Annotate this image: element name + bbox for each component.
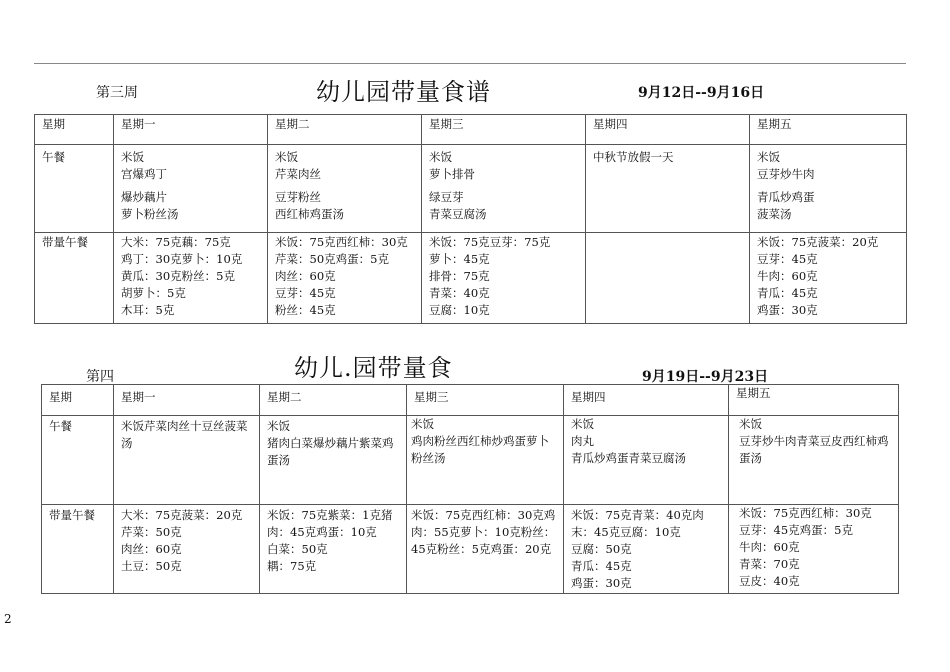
menu-item: 米饭: [429, 150, 452, 164]
week1-header-mon: 星期一: [114, 115, 268, 145]
quantity-item: 米饭：75克菠菜：20克: [757, 235, 879, 249]
top-rule: [34, 63, 906, 64]
quantity-item: 牛肉：60克: [739, 540, 800, 554]
week1-lunch-wed: [422, 145, 586, 233]
menu-item: 西红柿鸡蛋汤: [275, 207, 344, 221]
quantity-item: 鸡蛋：30克: [757, 303, 818, 317]
quantity-item: 米饭：75克西红柿：30克: [275, 235, 408, 249]
quantity-item: 肉丝：60克: [275, 269, 336, 283]
week2-header-row: [42, 385, 899, 416]
menu-item: 米饭 肉丸 青瓜炒鸡蛋青菜豆腐汤: [571, 417, 686, 465]
week2-lunch-thu: [564, 416, 729, 505]
week2-title: 幼儿.园带量食: [294, 354, 453, 382]
week2-quantity-row: [42, 505, 899, 594]
week1-quantity-wed: [422, 233, 586, 324]
week1-menu-table: [34, 114, 907, 324]
quantity-item: 鸡蛋：30克: [571, 576, 632, 590]
quantity-item: 米饭：75克西红柿：30克: [739, 506, 872, 520]
menu-item: 米饭 鸡肉粉丝西红柿炒鸡蛋萝卜粉丝汤: [411, 417, 549, 465]
quantity-item: 米饭：75克豆芽：75克: [429, 235, 551, 249]
quantity-item: 豆芽：45克: [275, 286, 336, 300]
week1-header-wed: 星期三: [422, 115, 586, 145]
week1-quantity-mon: [114, 233, 268, 324]
quantity-item: 牛肉：60克: [757, 269, 818, 283]
quantity-item: 芹菜：50克: [121, 525, 182, 539]
holiday-note: 中秋节放假一天: [593, 150, 674, 164]
quantity-item: 米饭：75克紫菜：1克猪肉：45克鸡蛋：10克: [267, 508, 393, 539]
quantity-item: 木耳：5克: [121, 303, 175, 317]
quantity-item: 豆芽：45克: [757, 252, 818, 266]
week1-lunch-thu: [586, 145, 750, 233]
week2-header-tue: 星期二: [260, 385, 407, 416]
week1-quantity-row: [35, 233, 907, 324]
quantity-item: 米饭：75克青菜：40克肉末：45克豆腐：10克: [571, 508, 704, 539]
week2-lunch-mon: [114, 416, 260, 505]
quantity-item: 萝卜：45克: [429, 252, 490, 266]
week1-quantity-label: 带量午餐: [35, 233, 114, 324]
week2-lunch-fri: [729, 416, 899, 505]
week1-lunch-mon: [114, 145, 268, 233]
menu-item: 萝卜排骨: [429, 167, 475, 181]
week1-quantity-tue: [268, 233, 422, 324]
quantity-item: 耦：75克: [267, 559, 317, 573]
week1-header-tue: 星期二: [268, 115, 422, 145]
week2-quantity-label: 带量午餐: [42, 505, 114, 594]
quantity-item: 土豆：50克: [121, 559, 182, 573]
menu-item: 青瓜炒鸡蛋: [757, 190, 815, 204]
menu-item: 萝卜粉丝汤: [121, 207, 179, 221]
week2-lunch-wed: [407, 416, 564, 505]
quantity-item: 青瓜：45克: [571, 559, 632, 573]
week2-quantity-thu: [564, 505, 729, 594]
quantity-item: 青菜：40克: [429, 286, 490, 300]
quantity-item: 豆芽：45克鸡蛋：5克: [739, 523, 853, 537]
week1-header-thu: 星期四: [586, 115, 750, 145]
week1-label: 第三周: [96, 85, 138, 101]
week1-lunch-fri: [750, 145, 907, 233]
quantity-item: 白菜：50克: [267, 542, 328, 556]
week1-header-day: 星期: [35, 115, 114, 145]
week2-quantity-mon: [114, 505, 260, 594]
quantity-item: 鸡丁：30克萝卜：10克: [121, 252, 243, 266]
menu-item: 爆炒藕片: [121, 190, 167, 204]
week1-lunch-tue: [268, 145, 422, 233]
week2-lunch-tue: [260, 416, 407, 505]
quantity-item: 排骨：75克: [429, 269, 490, 283]
week2-header-fri: 星期五: [729, 385, 899, 416]
week2-lunch-row: [42, 416, 899, 505]
menu-item: 芹菜肉丝: [275, 167, 321, 181]
week2-quantity-wed: [407, 505, 564, 594]
menu-item: 豆芽粉丝: [275, 190, 321, 204]
quantity-item: 大米：75克菠菜：20克: [121, 508, 243, 522]
menu-item: 米饭: [757, 150, 780, 164]
week2-lunch-label: 午餐: [42, 416, 114, 505]
week1-quantity-thu: [586, 233, 750, 324]
week2-quantity-tue: [260, 505, 407, 594]
menu-item: 菠菜汤: [757, 207, 792, 221]
menu-item: 豆芽炒牛肉: [757, 167, 815, 181]
menu-item: 米饭 豆芽炒牛肉青菜豆皮西红柿鸡蛋汤: [739, 417, 889, 465]
quantity-item: 大米：75克藕：75克: [121, 235, 231, 249]
week1-lunch-label: 午餐: [35, 145, 114, 233]
week2-menu-table: [41, 384, 899, 594]
week2-quantity-fri: [729, 505, 899, 594]
quantity-item: 胡萝卜：5克: [121, 286, 186, 300]
week2-header-wed: 星期三: [407, 385, 564, 416]
week1-date-range: 9月12日--9月16日: [638, 85, 765, 101]
menu-item: 米饭: [121, 150, 144, 164]
quantity-item: 芹菜：50克鸡蛋：5克: [275, 252, 389, 266]
quantity-item: 豆皮：40克: [739, 574, 800, 588]
week2-label: 第四: [86, 369, 114, 385]
week2-header-day: 星期: [42, 385, 114, 416]
page-number: 2: [4, 612, 12, 626]
quantity-item: 豆腐：10克: [429, 303, 490, 317]
quantity-item: 豆腐：50克: [571, 542, 632, 556]
menu-item: 米饭: [275, 150, 298, 164]
menu-item: 米饭 猪肉白菜爆炒藕片紫菜鸡蛋汤: [267, 419, 394, 467]
menu-item: 绿豆芽: [429, 190, 464, 204]
quantity-item: 青菜：70克: [739, 557, 800, 571]
week1-lunch-row: [35, 145, 907, 233]
quantity-item: 肉丝：60克: [121, 542, 182, 556]
week2-header-thu: 星期四: [564, 385, 729, 416]
week1-quantity-fri: [750, 233, 907, 324]
week1-title: 幼儿园带量食谱: [316, 78, 491, 106]
quantity-item: 米饭：75克西红柿：30克鸡肉：55克萝卜：10克粉丝：45克粉丝：5克鸡蛋：20克: [411, 508, 556, 556]
menu-item: 青菜豆腐汤: [429, 207, 487, 221]
quantity-item: 粉丝：45克: [275, 303, 336, 317]
menu-item: 米饭芹菜肉丝十豆丝菠菜汤: [121, 419, 248, 450]
quantity-item: 黄瓜：30克粉丝：5克: [121, 269, 235, 283]
week1-header-fri: 星期五: [750, 115, 907, 145]
week2-header-mon: 星期一: [114, 385, 260, 416]
menu-item: 宫爆鸡丁: [121, 167, 167, 181]
week1-header-row: [35, 115, 907, 145]
week2-date-range: 9月19日--9月23日: [642, 369, 769, 385]
quantity-item: 青瓜：45克: [757, 286, 818, 300]
